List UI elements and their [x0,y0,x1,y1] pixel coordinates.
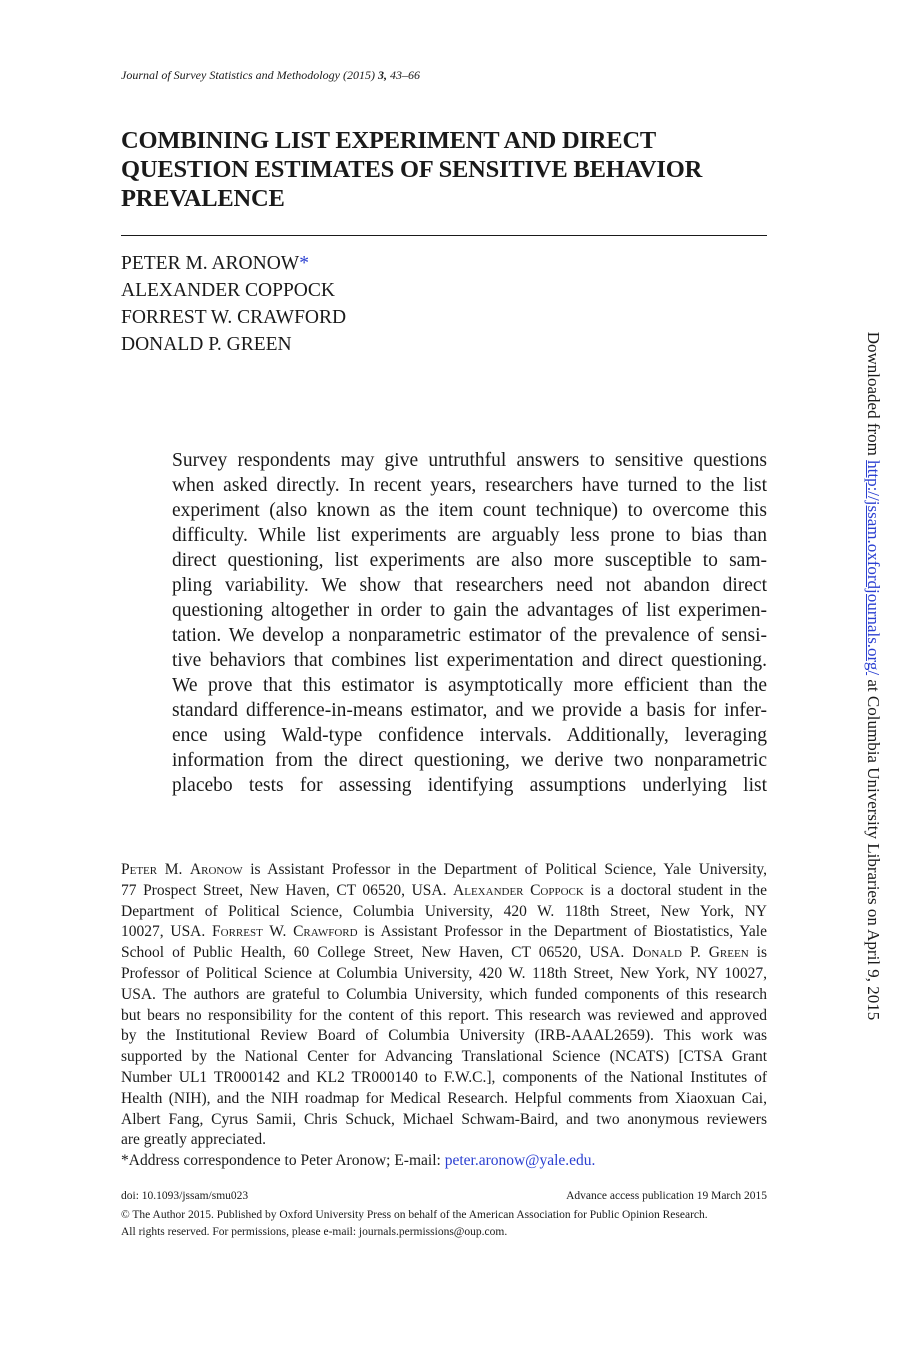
journal-pages: 43–66 [389,68,420,82]
copyright-line: © The Author 2015. Published by Oxford University Press on behalf of the American Association for Public Opinion Research. [121,1209,708,1221]
copyright-notice [121,1207,767,1241]
advance-access-date: Advance access publication 19 March 2015 [566,1190,767,1202]
footnote-line: 10027, USA. Forrest W. Crawford is Assistant Professor in the Department of Biostatistics, Yale [121,923,767,941]
author-name: DONALD P. GREEN [121,334,292,355]
abstract-line: questioning altogether in order to gain the advantages of list experimen- [172,600,767,621]
permissions-line: All rights reserved. For permissions, please e-mail: journals.permissions@oup.com. [121,1226,508,1238]
footnote-line: Professor of Political Science at Columbia University, 420 W. 118th Street, New York, NY 10027, [121,964,767,982]
article-title [121,126,767,213]
download-watermark [863,332,883,1021]
footnote-line: 77 Prospect Street, New Haven, CT 06520, USA. Alexander Coppock is a doctoral student in the [121,881,767,899]
footnote-line: School of Public Health, 60 College Street, New Haven, CT 06520, USA. Donald P. Green is [121,944,768,962]
author-list [121,250,346,358]
doi: doi: 10.1093/jssam/smu023 [121,1190,249,1202]
abstract-line: information from the direct questioning, we derive two nonparametric [172,750,767,771]
footnote-line: are greatly appreciated. [121,1131,267,1149]
journal-volume: 3, [377,68,387,82]
footnote-line: USA. The authors are grateful to Columbia University, which funded components of this research [121,985,767,1003]
title-line: QUESTION ESTIMATES OF SENSITIVE BEHAVIOR [121,156,703,183]
correspondence-note [121,1152,595,1170]
footnote-line: by the Institutional Review Board of Columbia University (IRB-AAAL2659). This work was [121,1027,767,1045]
abstract-line: difficulty. While list experiments are arguably less prone to bias than [172,525,767,546]
email-link[interactable]: peter.aronow@yale.edu. [444,1152,596,1169]
abstract-line: We prove that this estimator is asymptotically more efficient than the [172,675,767,696]
correspondence-text: *Address correspondence to Peter Aronow; E-mail: [121,1152,445,1169]
footnote-line: Health (NIH), and the NIH roadmap for Medical Research. Helpful comments from Xiaoxuan Cai, [121,1089,767,1107]
abstract-line: Survey respondents may give untruthful answers to sensitive questions [172,450,767,471]
author-name: FORREST W. CRAWFORD [121,307,347,328]
author-footnote [121,860,767,1151]
download-suffix: at Columbia University Libraries on April 9, 2015 [864,675,883,1021]
abstract-line: when asked directly. In recent years, researchers have turned to the list [172,475,767,496]
abstract-line: experiment (also known as the item count technique) to overcome this [172,500,767,521]
abstract [172,448,767,798]
footnote-line: Department of Political Science, Columbia University, 420 W. 118th Street, New York, NY [121,902,767,920]
abstract-line: standard difference-in-means estimator, and we provide a basis for infer- [172,700,767,721]
author-name: ALEXANDER COPPOCK [121,280,335,301]
download-prefix: Downloaded from [864,331,883,461]
author-name: PETER M. ARONOW* [121,253,309,274]
abstract-line: tive behaviors that combines list experimentation and direct questioning. [172,650,767,671]
journal-site-link[interactable]: http://jssam.oxfordjournals.org/ [864,460,883,676]
abstract-line: direct questioning, list experiments are also more susceptible to sam- [172,550,767,571]
footnote-line: Peter M. Aronow is Assistant Professor in the Department of Political Science, Yale University, [121,861,767,878]
abstract-line: placebo tests for assessing identifying assumptions underlying list [172,775,767,796]
title-line: COMBINING LIST EXPERIMENT AND DIRECT [121,127,657,154]
footnote-line: Albert Fang, Cyrus Samii, Chris Schuck, Michael Schwam-Baird, and two anonymous reviewers [121,1110,767,1128]
footnote-line: Number UL1 TR000142 and KL2 TR000140 to F.W.C.], components of the National Institutes of [121,1068,767,1086]
footnote-line: but bears no responsibility for the content of this report. This research was reviewed and approved [121,1006,767,1024]
abstract-line: pling variability. We show that researchers need not abandon direct [172,575,767,596]
journal-citation [121,68,420,83]
footnote-line: supported by the National Center for Advancing Translational Science (NCATS) [CTSA Grant [121,1048,767,1066]
journal-name: Journal of Survey Statistics and Methodology (2015) [121,68,375,82]
abstract-line: ence using Wald-type confidence intervals. Additionally, leveraging [172,725,767,746]
abstract-line: tation. We develop a nonparametric estimator of the prevalence of sensi- [172,625,767,646]
title-line: PREVALENCE [121,185,285,212]
title-divider [121,235,767,236]
correspondence-marker[interactable]: * [299,253,309,274]
